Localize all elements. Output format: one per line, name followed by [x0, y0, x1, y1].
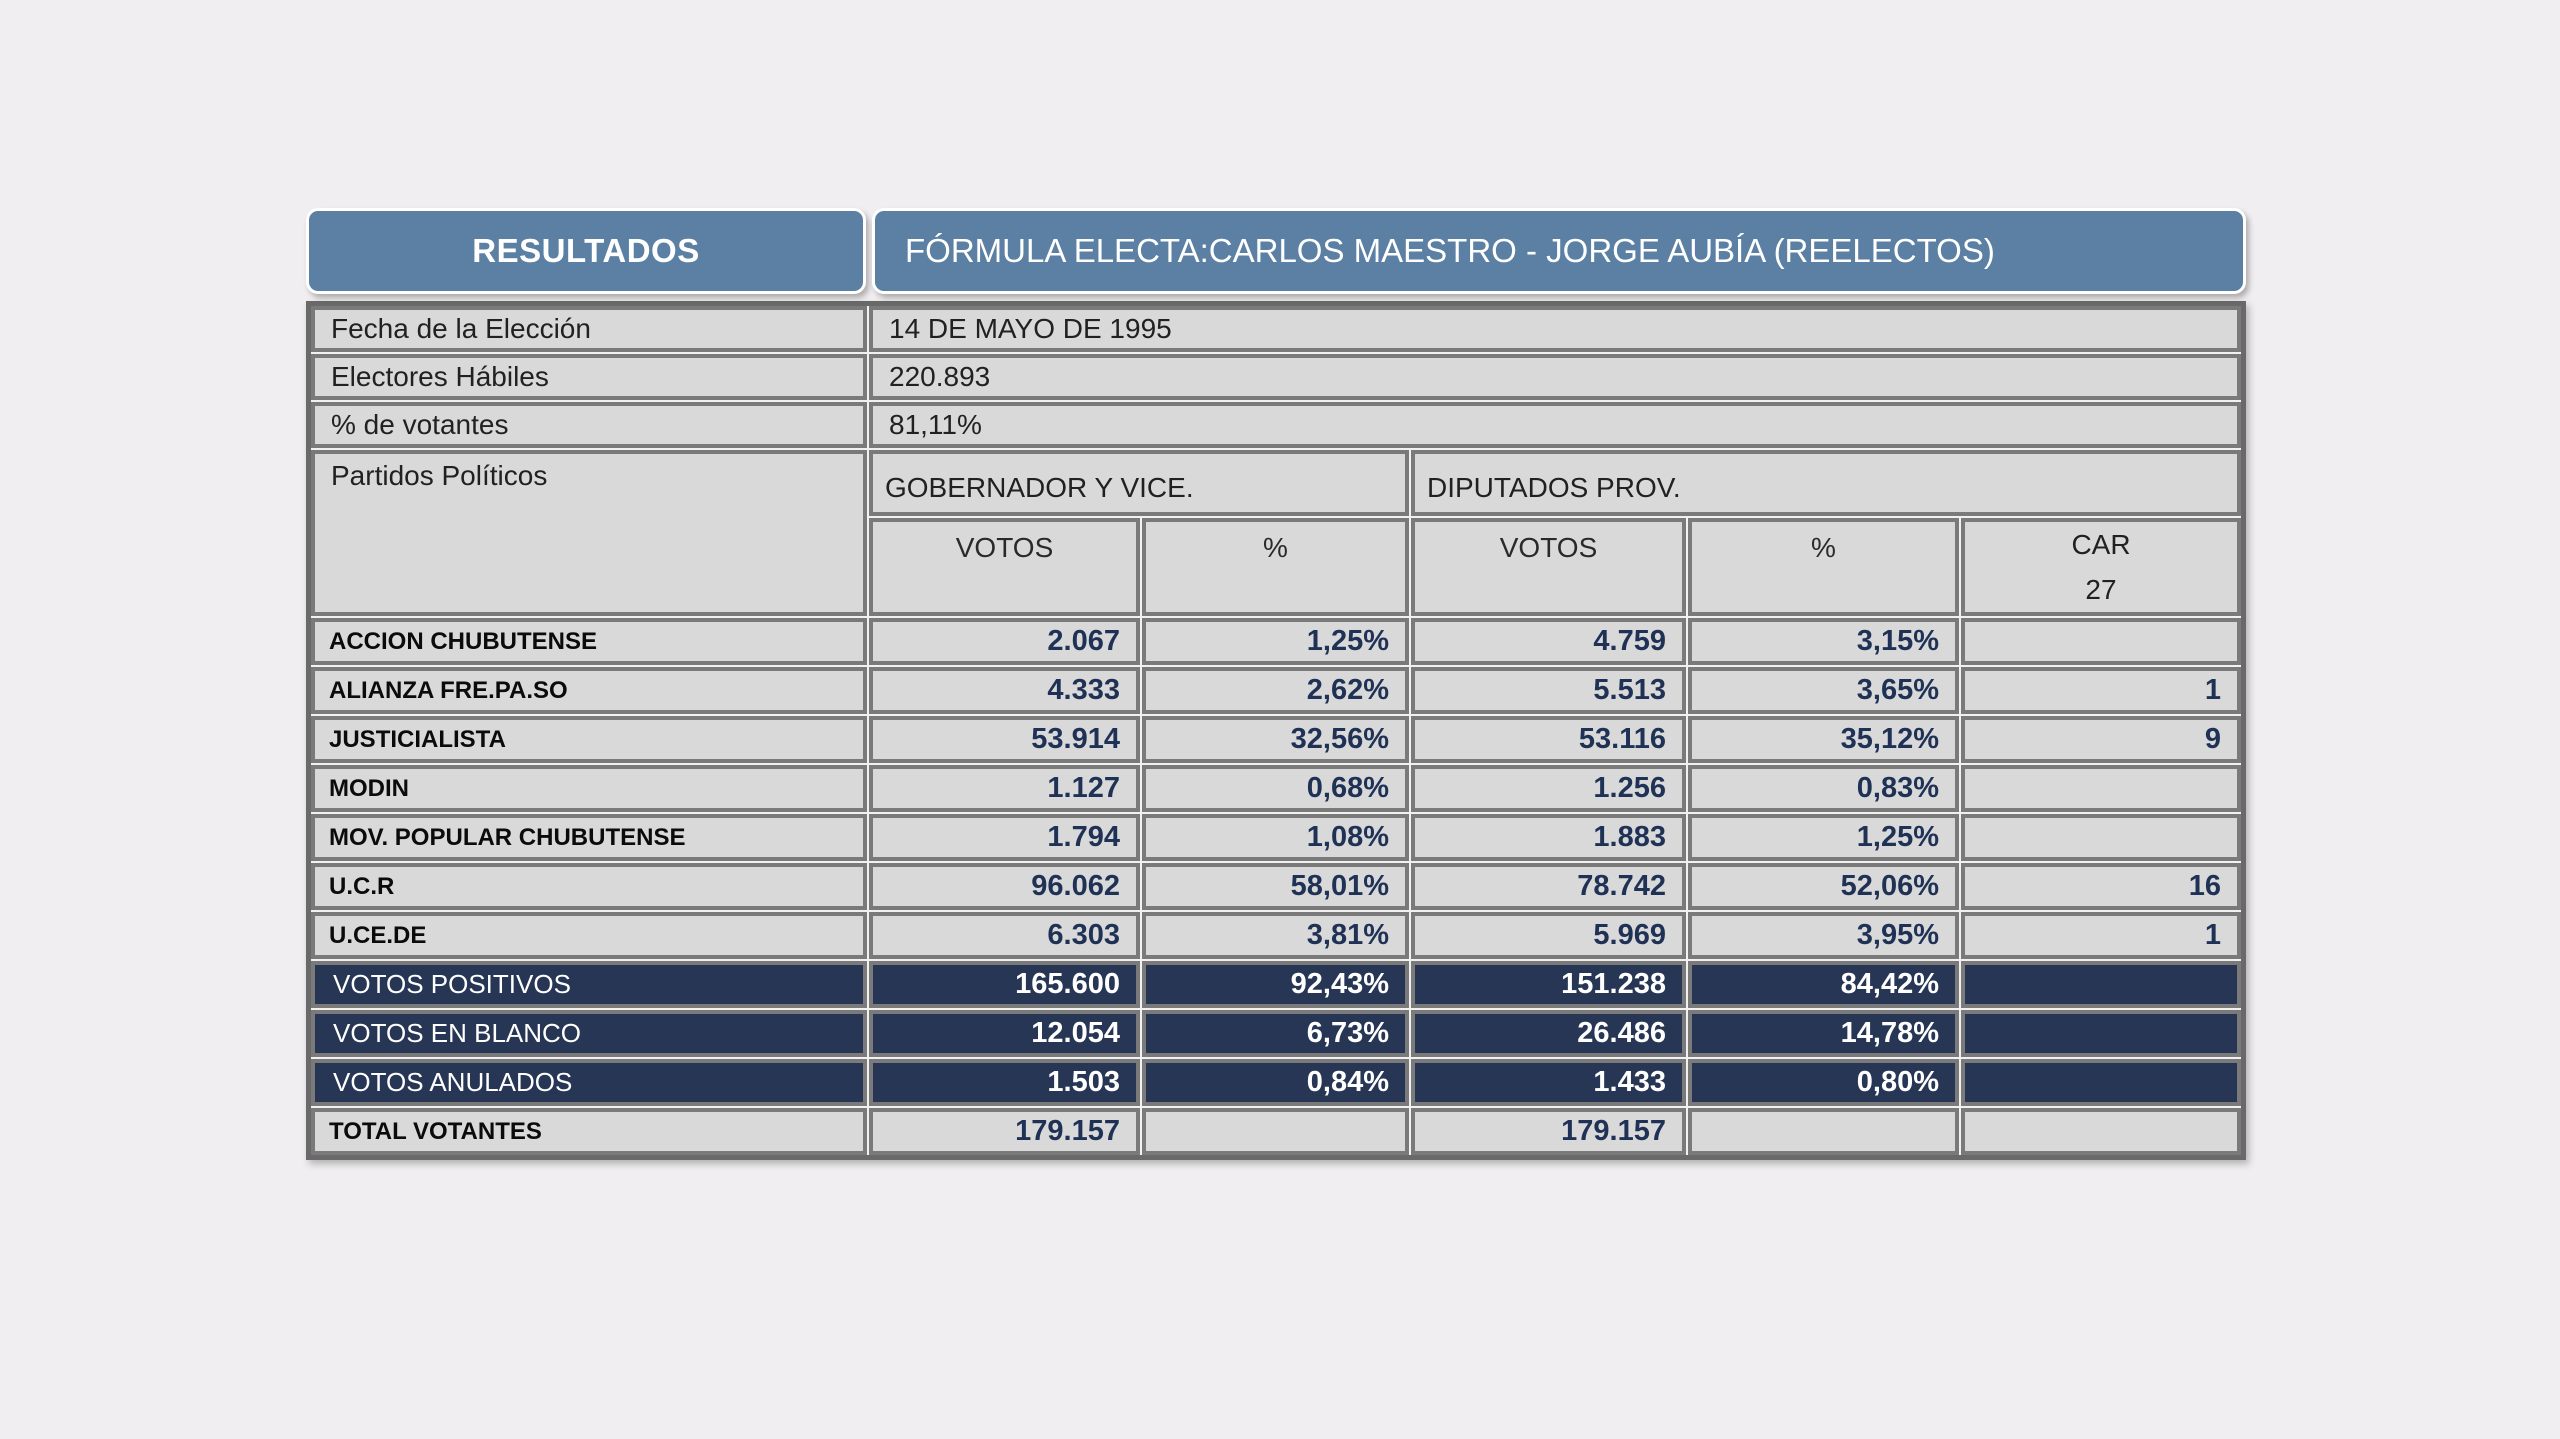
elected-formula-title: FÓRMULA ELECTA:CARLOS MAESTRO - JORGE AUBÍA (REELECTOS) — [872, 208, 2246, 294]
dip-pct-cell: 52,06% — [1688, 863, 1959, 910]
car-seats-header — [1961, 518, 2241, 616]
summary-row-name: VOTOS EN BLANCO — [311, 1010, 867, 1057]
gov-pct-cell: 2,62% — [1142, 667, 1409, 714]
dip-votes-cell: 5.969 — [1411, 912, 1686, 959]
car-total-cell — [1961, 1108, 2241, 1155]
car-seat-count: 27 — [2085, 574, 2117, 605]
gov-votes-header: VOTOS — [869, 518, 1140, 616]
car-cell — [1961, 1010, 2241, 1057]
car-label: CAR — [2071, 528, 2131, 560]
gov-votes-cell: 2.067 — [869, 618, 1140, 665]
info-label-turnout-pct: % de votantes — [311, 402, 867, 448]
dip-pct-cell: 3,95% — [1688, 912, 1959, 959]
party-name: U.CE.DE — [311, 912, 867, 959]
gov-votes-cell: 96.062 — [869, 863, 1140, 910]
gov-votes-total-cell: 179.157 — [869, 1108, 1140, 1155]
gov-votes-cell: 53.914 — [869, 716, 1140, 763]
gov-votes-cell: 12.054 — [869, 1010, 1140, 1057]
dip-votes-cell: 1.433 — [1411, 1059, 1686, 1106]
dip-pct-cell: 3,15% — [1688, 618, 1959, 665]
dip-votes-cell: 53.116 — [1411, 716, 1686, 763]
car-cell — [1961, 814, 2241, 861]
dip-votes-total-cell: 179.157 — [1411, 1108, 1686, 1155]
party-name: JUSTICIALISTA — [311, 716, 867, 763]
dip-pct-cell: 1,25% — [1688, 814, 1959, 861]
dip-votes-cell: 5.513 — [1411, 667, 1686, 714]
dip-pct-cell: 3,65% — [1688, 667, 1959, 714]
gov-pct-cell: 0,84% — [1142, 1059, 1409, 1106]
dip-votes-cell: 78.742 — [1411, 863, 1686, 910]
gov-votes-cell: 1.127 — [869, 765, 1140, 812]
info-label-eligible-voters: Electores Hábiles — [311, 354, 867, 400]
gov-votes-cell: 165.600 — [869, 961, 1140, 1008]
gov-votes-cell: 4.333 — [869, 667, 1140, 714]
party-name: ACCION CHUBUTENSE — [311, 618, 867, 665]
info-value-eligible-voters: 220.893 — [869, 354, 2241, 400]
gov-pct-cell: 32,56% — [1142, 716, 1409, 763]
gov-pct-cell: 1,08% — [1142, 814, 1409, 861]
party-name: ALIANZA FRE.PA.SO — [311, 667, 867, 714]
gov-pct-total-cell — [1142, 1108, 1409, 1155]
car-cell: 1 — [1961, 912, 2241, 959]
dip-pct-cell: 35,12% — [1688, 716, 1959, 763]
dip-pct-cell: 84,42% — [1688, 961, 1959, 1008]
car-cell: 16 — [1961, 863, 2241, 910]
dip-votes-cell: 4.759 — [1411, 618, 1686, 665]
dip-votes-cell: 1.256 — [1411, 765, 1686, 812]
car-cell — [1961, 765, 2241, 812]
gov-votes-cell: 1.503 — [869, 1059, 1140, 1106]
info-value-turnout-pct: 81,11% — [869, 402, 2241, 448]
gov-pct-cell: 6,73% — [1142, 1010, 1409, 1057]
dip-votes-header: VOTOS — [1411, 518, 1686, 616]
dip-pct-header: % — [1688, 518, 1959, 616]
car-cell: 1 — [1961, 667, 2241, 714]
car-cell — [1961, 961, 2241, 1008]
gov-pct-cell: 92,43% — [1142, 961, 1409, 1008]
party-name: MOV. POPULAR CHUBUTENSE — [311, 814, 867, 861]
dip-pct-cell: 0,83% — [1688, 765, 1959, 812]
gov-pct-header: % — [1142, 518, 1409, 616]
dip-votes-cell: 1.883 — [1411, 814, 1686, 861]
dip-pct-cell: 14,78% — [1688, 1010, 1959, 1057]
gov-pct-cell: 58,01% — [1142, 863, 1409, 910]
dip-pct-cell: 0,80% — [1688, 1059, 1959, 1106]
summary-row-name: VOTOS POSITIVOS — [311, 961, 867, 1008]
gov-votes-cell: 6.303 — [869, 912, 1140, 959]
summary-row-name: VOTOS ANULADOS — [311, 1059, 867, 1106]
info-value-election-date: 14 DE MAYO DE 1995 — [869, 306, 2241, 352]
dip-votes-cell: 26.486 — [1411, 1010, 1686, 1057]
car-cell — [1961, 618, 2241, 665]
gov-pct-cell: 0,68% — [1142, 765, 1409, 812]
results-table — [306, 301, 2246, 1160]
total-row-name: TOTAL VOTANTES — [311, 1108, 867, 1155]
deputies-group-header: DIPUTADOS PROV. — [1411, 450, 2241, 516]
dip-votes-cell: 151.238 — [1411, 961, 1686, 1008]
car-cell — [1961, 1059, 2241, 1106]
party-name: U.C.R — [311, 863, 867, 910]
car-cell: 9 — [1961, 716, 2241, 763]
dip-pct-total-cell — [1688, 1108, 1959, 1155]
gov-pct-cell: 3,81% — [1142, 912, 1409, 959]
gov-votes-cell: 1.794 — [869, 814, 1140, 861]
header-row — [306, 208, 2246, 294]
info-label-election-date: Fecha de la Elección — [311, 306, 867, 352]
party-name: MODIN — [311, 765, 867, 812]
party-column-header: Partidos Políticos — [311, 450, 867, 616]
governor-group-header: GOBERNADOR Y VICE. — [869, 450, 1409, 516]
results-title: RESULTADOS — [306, 208, 866, 294]
gov-pct-cell: 1,25% — [1142, 618, 1409, 665]
results-board — [306, 208, 2246, 1160]
